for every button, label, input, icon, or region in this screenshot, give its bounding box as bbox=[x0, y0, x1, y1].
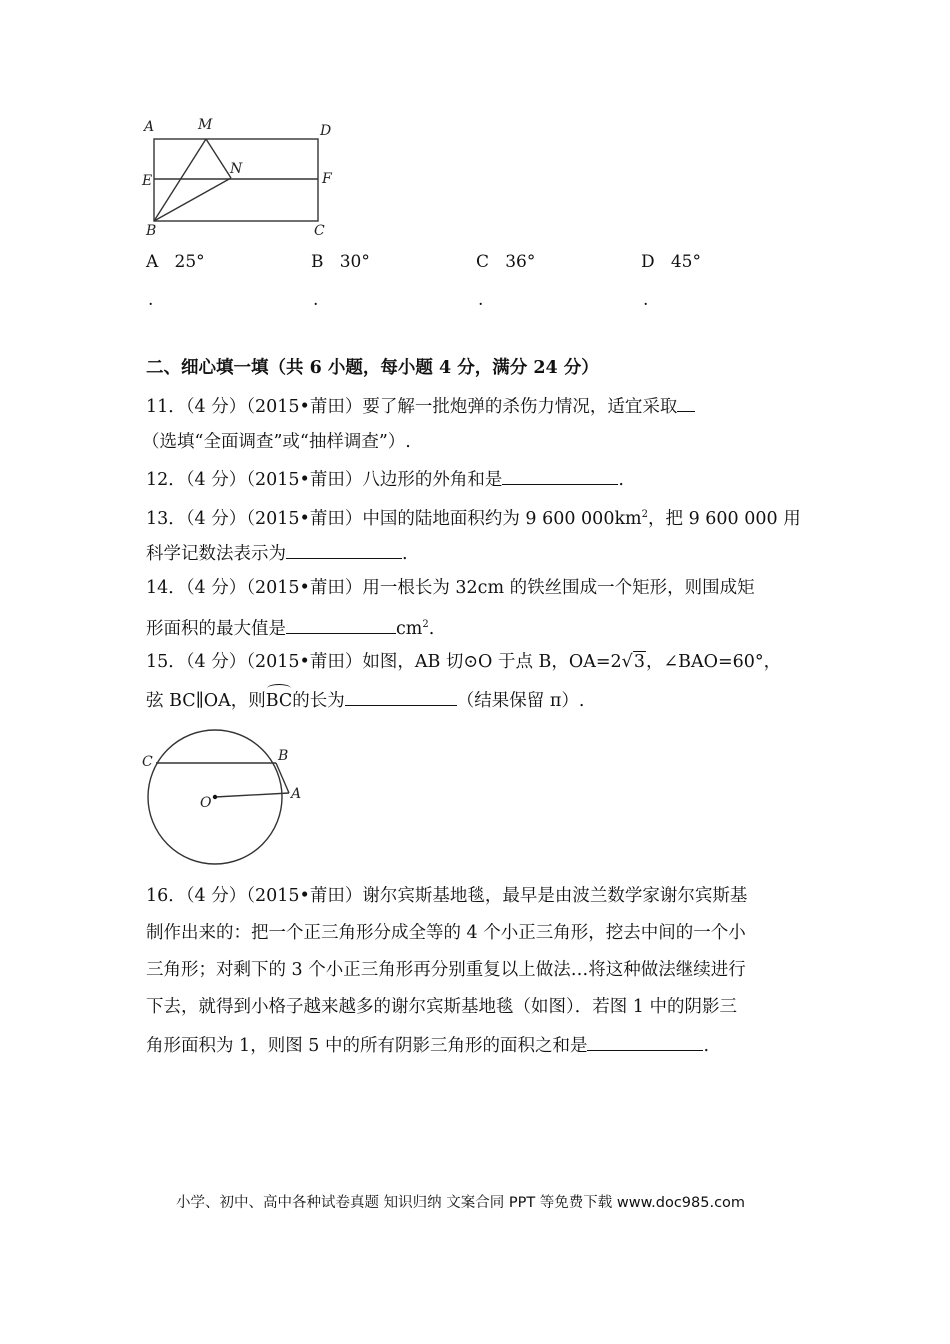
label-c-circle: C bbox=[142, 754, 153, 770]
question-16-line5: 角形面积为 1，则图 5 中的所有阴影三角形的面积之和是 . bbox=[146, 1032, 709, 1058]
label-a-circle: A bbox=[291, 786, 302, 802]
option-c: C 36° bbox=[476, 252, 536, 272]
label-b: B bbox=[146, 223, 157, 239]
question-15-line2: 弦 BC∥OA，则BC的长为 （结果保留 π）. bbox=[146, 687, 584, 713]
arc-bc: BC bbox=[265, 691, 293, 711]
question-13-line1: 13．（4 分）（2015•莆田）中国的陆地面积约为 9 600 $000km^2$，把 9 600 000 用 bbox=[146, 508, 801, 529]
option-b-dot: . bbox=[313, 290, 319, 310]
footer-text: 小学、初中、高中各种试卷真题 知识归纳 文案合同 PPT 等免费下载 www.doc985.com bbox=[176, 1195, 746, 1211]
label-n: N bbox=[230, 161, 243, 177]
rectangle-figure bbox=[140, 115, 340, 240]
label-d: D bbox=[320, 123, 332, 139]
question-16-line2: 制作出来的：把一个正三角形分成全等的 4 个小正三角形，挖去中间的一个小 bbox=[146, 923, 746, 943]
section-heading: 二、细心填一填（共 6 小题，每小题 4 分，满分 24 分） bbox=[146, 358, 599, 378]
label-e: E bbox=[142, 173, 153, 189]
label-c: C bbox=[314, 223, 325, 239]
option-d: D 45° bbox=[641, 252, 701, 272]
circle-figure bbox=[138, 726, 308, 871]
question-16-line1: 16．（4 分）（2015•莆田）谢尔宾斯基地毯，最早是由波兰数学家谢尔宾斯基 bbox=[146, 886, 748, 906]
question-14-line1: 14．（4 分）（2015•莆田）用一根长为 32cm 的铁丝围成一个矩形，则围成矩 bbox=[146, 578, 755, 598]
option-a: A 25° bbox=[146, 252, 205, 272]
question-12: 12．（4 分）（2015•莆田）八边形的外角和是 . bbox=[146, 466, 624, 492]
option-b: B 30° bbox=[311, 252, 370, 272]
label-a: A bbox=[144, 119, 155, 135]
question-13-line2: 科学记数法表示为 . bbox=[146, 540, 408, 566]
question-14-line2: 形面积的最大值是 $cm^2$. bbox=[146, 613, 434, 641]
question-11-line2: （选填“全面调查”或“抽样调查”）. bbox=[142, 432, 411, 452]
label-f: F bbox=[322, 171, 332, 187]
option-d-dot: . bbox=[643, 290, 649, 310]
label-o: O bbox=[200, 795, 212, 811]
question-15-line1: 15．（4 分）（2015•莆田）如图，AB 切⊙O 于点 B，OA=2√3，∠BAO=60°， bbox=[146, 652, 782, 672]
sqrt-value: 3 bbox=[633, 652, 645, 672]
label-b-circle: B bbox=[278, 748, 289, 764]
option-c-dot: . bbox=[478, 290, 484, 310]
label-m: M bbox=[198, 117, 213, 133]
option-a-dot: . bbox=[148, 290, 154, 310]
question-16-line3: 三角形；对剩下的 3 个小正三角形再分别重复以上做法…将这种做法继续进行 bbox=[146, 960, 746, 980]
question-16-line4: 下去，就得到小格子越来越多的谢尔宾斯基地毯（如图）．若图 1 中的阴影三 bbox=[146, 997, 738, 1017]
question-11-line1: 11．（4 分）（2015•莆田）要了解一批炮弹的杀伤力情况，适宜采取 bbox=[146, 393, 695, 419]
